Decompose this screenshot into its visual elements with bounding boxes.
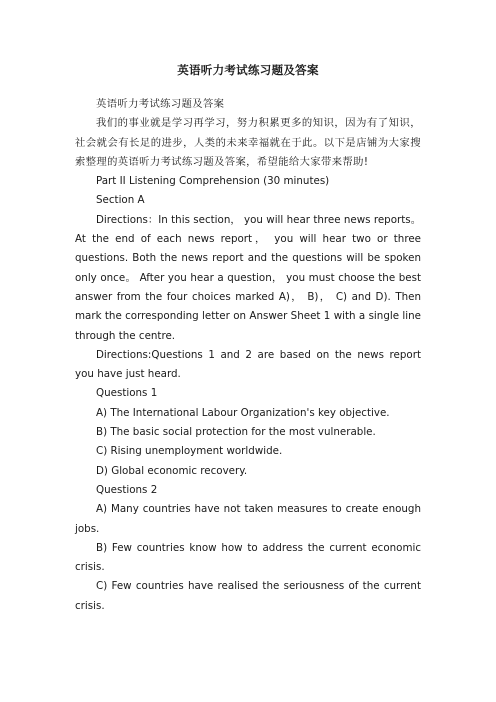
subtitle-paragraph: 英语听力考试练习题及答案 — [96, 98, 225, 110]
directions-questions-paragraph: Directions:Questions 1 and 2 are based on the news report you have just heard. — [75, 348, 421, 381]
question-2-option-b: B) Few countries know how to address the current economic crisis. — [75, 541, 421, 574]
intro-paragraph: 我们的事业就是学习再学习，努力积累更多的知识，因为有了知识，社会就会有长足的进步，人类的未来幸福就在于此。以下是店铺为大家搜索整理的英语听力考试练习题及答案，希望能给大家带来帮助! — [75, 117, 421, 168]
question-1-option-c: C) Rising unemployment worldwide. — [96, 445, 283, 458]
question-1-label: Questions 1 — [96, 387, 158, 400]
question-1-option-a: A) The International Labour Organization's key objective. — [96, 406, 390, 419]
section-heading: Section A — [96, 194, 145, 207]
part-heading: Part II Listening Comprehension (30 minutes) — [96, 175, 330, 188]
document-title: 英语听力考试练习题及答案 — [177, 63, 319, 77]
question-2-label: Questions 2 — [96, 483, 158, 496]
question-1-option-d: D) Global economic recovery. — [96, 464, 248, 477]
question-2-option-a: A) Many countries have not taken measures to create enough jobs. — [75, 503, 421, 535]
directions-paragraph: Directions：In this section， you will hear three news reports。At the end of each news report， you will hear two or three questions. Both the news report and the questions will be spoken only once。 After you hear a question， you must choose the best answer from the four choices marked A)， B)， C) and D). Then mark the corresponding letter on Answer Sheet 1 with a single line through the centre. — [75, 213, 421, 342]
question-2-option-c: C) Few countries have realised the seriousness of the current crisis. — [75, 580, 421, 612]
question-1-option-b: B) The basic social protection for the most vulnerable. — [96, 426, 376, 439]
